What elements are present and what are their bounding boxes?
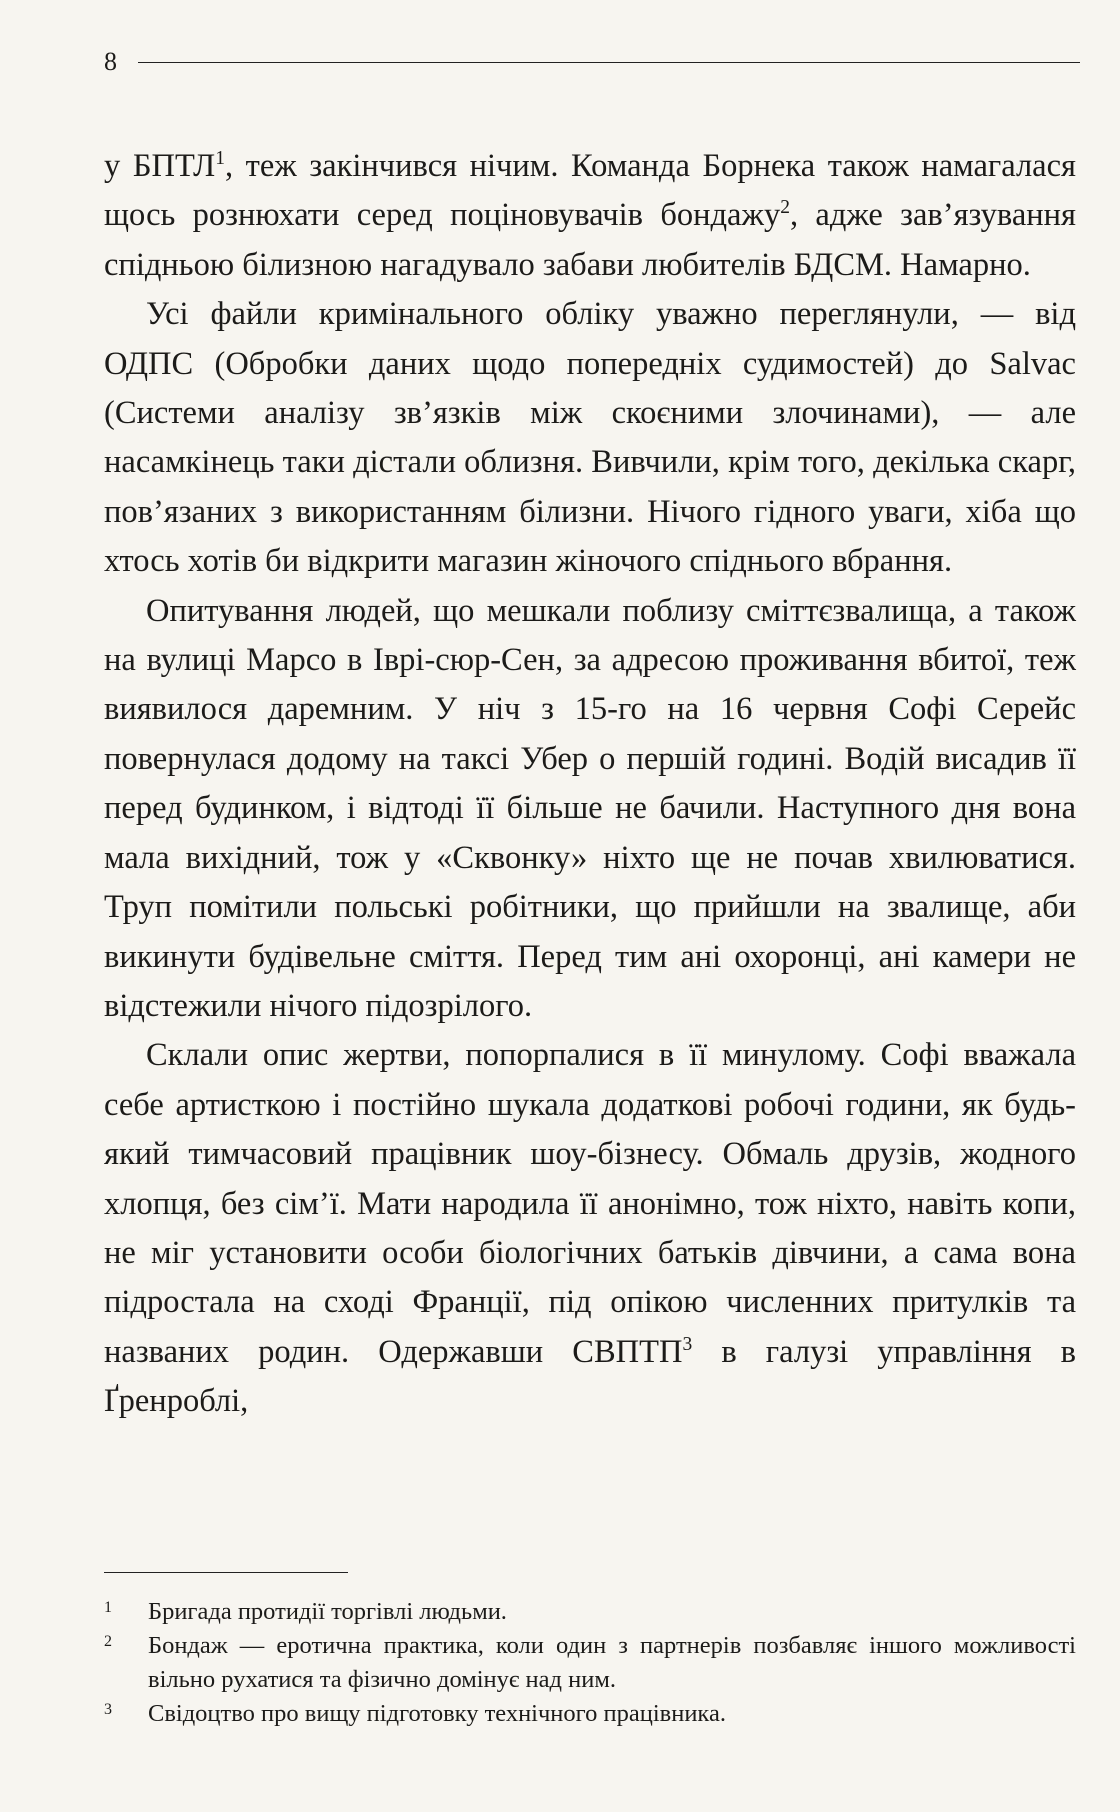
header-rule (138, 62, 1080, 63)
paragraph-4-text-b: в галузі управління в Ґренроблі, (104, 1333, 1076, 1420)
footnote-mark-1: 1 (104, 1599, 112, 1616)
paragraph-3: Опитування людей, що мешкали поблизу сміттєзвалища, а також на вулиці Марсо в Іврі-сюр-Сен, за адресою проживання вбитої, теж виявилося даремним. У ніч з 15-го на 16 червня Софі Серейс повернулася додому на таксі Убер о першій годині. Водій висадив її перед будинком, і відтоді її більше не бачили. Наступного дня вона мала вихідний, тож у «Сквонку» ніхто ще не почав хвилюватися. Труп помітили польські робітники, що прийшли на звалище, аби викинути будівельне сміття. Перед тим ані охоронці, ані камери не відстежили нічого підозрілого. (104, 592, 1076, 1024)
footnote-ref-1: 1 (215, 148, 225, 170)
footnote-text-1: Бригада протидії торгівлі людьми. (148, 1598, 507, 1625)
footnote-rule (104, 1572, 348, 1573)
page-number: 8 (104, 47, 117, 76)
footnotes (104, 1595, 1076, 1731)
footnote-mark-3: 3 (104, 1701, 112, 1718)
paragraph-1-text-b: , теж закінчився нічим. Команда Борнека також намагалася щось рознюхати серед поціновувачів бондажу (104, 148, 1076, 234)
running-header (104, 44, 1080, 80)
footnote-text-3: Свідоцтво про вищу підготовку технічного працівника. (148, 1700, 726, 1727)
footnote-ref-2: 2 (780, 197, 790, 219)
paragraph-2: Усі файли кримінального обліку уважно переглянули, — від ОДПС (Обробки даних щодо попередніх судимостей) до Salvac (Системи аналізу зв’язків між скоєними злочинами), — але насамкінець таки дістали облизня. Вивчили, крім того, декілька скарг, пов’язаних з використанням білизни. Нічого гідного уваги, хіба що хтось хотів би відкрити магазин жіночого спіднього вбрання. (104, 296, 1076, 580)
footnote-3 (104, 1697, 1076, 1731)
paragraph-4-text-a: Склали опис жертви, попорпалися в її минулому. Софі вважала себе артисткою і постійно шукала додаткові робочі години, як будь-який тимчасовий працівник шоу-бізнесу. Обмаль друзів, жодного хлопця, без сім’ї. Мати народила її анонімно, тож ніхто, навіть копи, не міг установити особи біологічних батьків дівчини, а сама вона підростала на сході Франції, під опікою численних притулків та названих родин. Одержавши СВПТП (104, 1037, 1076, 1370)
paragraph-1-text-c: , адже зав’язування спідньою білизною нагадувало забави любителів БДСМ. Намарно. (104, 197, 1076, 283)
footnote-text-2: Бондаж — еротична практика, коли один з партнерів позбавляє іншого можливості вільно рухатися та фізично домінує над ним. (148, 1632, 1076, 1693)
footnote-ref-3: 3 (682, 1333, 693, 1355)
paragraph-1 (104, 142, 1076, 290)
main-text (104, 142, 1076, 1427)
footnote-2 (104, 1629, 1076, 1697)
footnote-1 (104, 1595, 1076, 1629)
paragraph-1-text-a: у БПТЛ (104, 148, 216, 184)
paragraph-4 (104, 1031, 1076, 1426)
footnote-mark-2: 2 (104, 1633, 112, 1650)
